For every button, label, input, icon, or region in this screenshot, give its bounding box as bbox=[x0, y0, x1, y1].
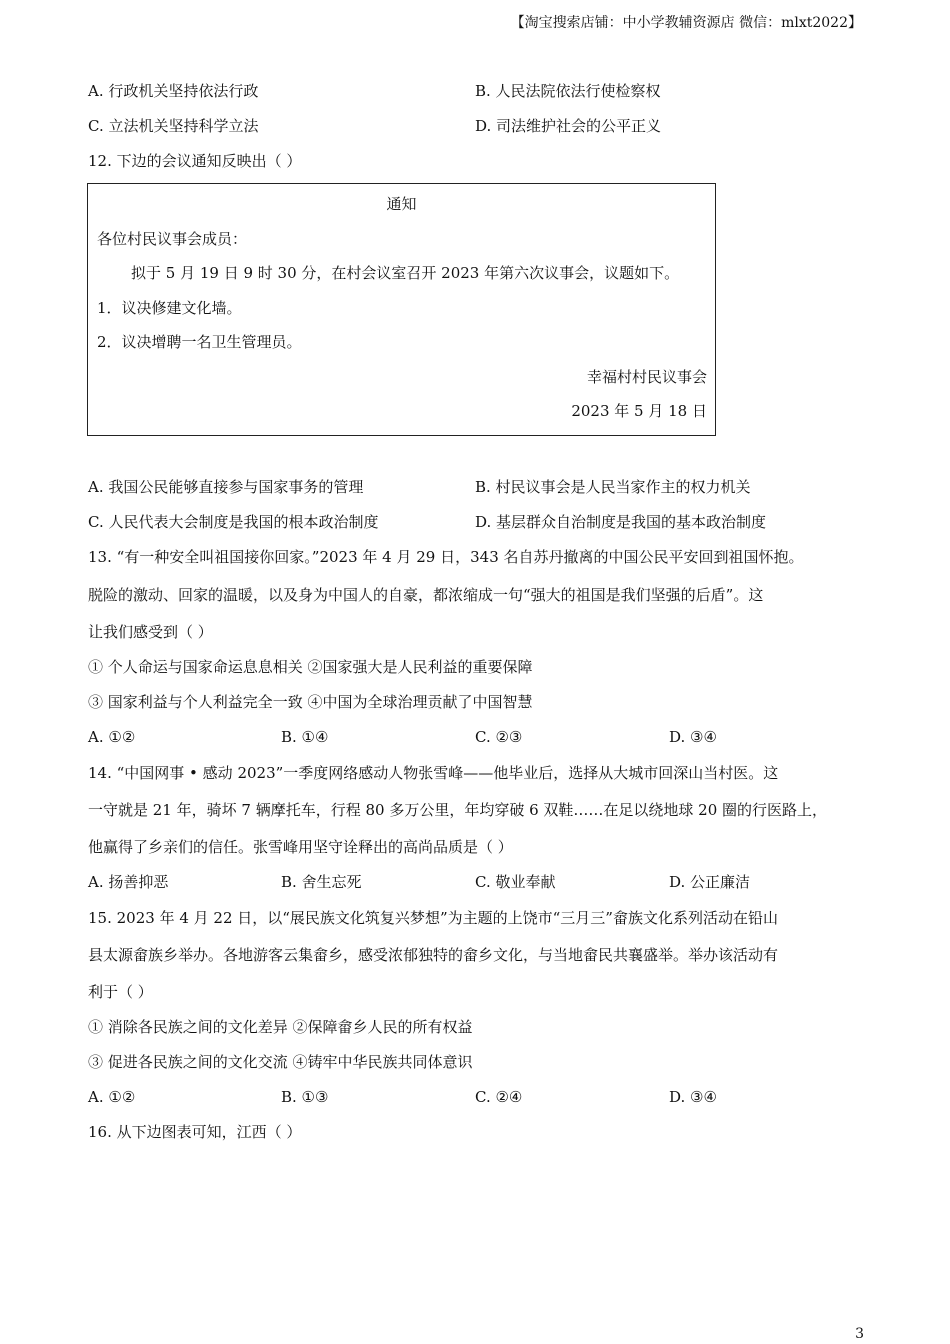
q13-line-2: 脱险的激动、回家的温暖，以及身为中国人的自豪，都浓缩成一句“强大的祖国是我们坚强的后盾”。这 bbox=[88, 586, 764, 604]
notice-signer: 幸福村村民议事会 bbox=[586, 368, 707, 386]
q15-line-1: 15. 2023 年 4 月 22 日，以“展民族文化筑复兴梦想”为主题的上饶市“三月三”畲族文化系列活动在铅山 bbox=[88, 909, 778, 927]
q13-option-b: B. ①④ bbox=[281, 728, 329, 746]
q14-line-2: 一守就是 21 年，骑坏 7 辆摩托车，行程 80 多万公里，年均穿破 6 双鞋……在足以绕地球 20 圈的行医路上， bbox=[88, 801, 828, 819]
q15-statement-1: ① 消除各民族之间的文化差异 ②保障畲乡人民的所有权益 bbox=[88, 1018, 473, 1036]
q11-option-a: A. 行政机关坚持依法行政 bbox=[88, 82, 259, 100]
notice-date: 2023 年 5 月 18 日 bbox=[571, 402, 707, 420]
q13-line-1: 13. “有一种安全叫祖国接你回家。”2023 年 4 月 29 日，343 名自苏丹撤离的中国公民平安回到祖国怀抱。 bbox=[88, 548, 804, 566]
q13-option-d: D. ③④ bbox=[669, 728, 717, 746]
page-header: 【淘宝搜索店铺：中小学教辅资源店 微信：mlxt2022】 bbox=[510, 15, 862, 31]
q14-line-1: 14. “中国网事 • 感动 2023”一季度网络感动人物张雪峰——他毕业后，选择从大城市回深山当村医。这 bbox=[88, 764, 779, 782]
notice-body: 拟于 5 月 19 日 9 时 30 分，在村会议室召开 2023 年第六次议事会，议题如下。 bbox=[131, 264, 680, 282]
q13-option-c: C. ②③ bbox=[475, 728, 523, 746]
q13-line-3: 让我们感受到（ ） bbox=[88, 623, 213, 641]
q15-statement-2: ③ 促进各民族之间的文化交流 ④铸牢中华民族共同体意识 bbox=[88, 1053, 473, 1071]
q15-line-2: 县太源畲族乡举办。各地游客云集畲乡，感受浓郁独特的畲乡文化，与当地畲民共襄盛举。举办该活动有 bbox=[88, 946, 779, 964]
q11-option-d: D. 司法维护社会的公平正义 bbox=[475, 117, 662, 135]
meeting-notice-box bbox=[87, 183, 716, 436]
q15-option-a: A. ①② bbox=[88, 1088, 136, 1106]
notice-title: 通知 bbox=[386, 195, 417, 213]
q13-option-a: A. ①② bbox=[88, 728, 136, 746]
q15-line-3: 利于（ ） bbox=[88, 983, 153, 1001]
q14-option-c: C. 敬业奉献 bbox=[475, 873, 556, 891]
notice-greeting: 各位村民议事会成员： bbox=[97, 230, 248, 248]
q15-option-b: B. ①③ bbox=[281, 1088, 329, 1106]
q15-option-d: D. ③④ bbox=[669, 1088, 717, 1106]
q12-option-c: C. 人民代表大会制度是我国的根本政治制度 bbox=[88, 513, 379, 531]
q11-option-c: C. 立法机关坚持科学立法 bbox=[88, 117, 259, 135]
q11-option-b: B. 人民法院依法行使检察权 bbox=[475, 82, 661, 100]
q14-option-a: A. 扬善抑恶 bbox=[88, 873, 169, 891]
q13-statement-1: ① 个人命运与国家命运息息相关 ②国家强大是人民利益的重要保障 bbox=[88, 658, 533, 676]
page-number: 3 bbox=[855, 1326, 864, 1342]
q14-line-3: 他赢得了乡亲们的信任。张雪峰用坚守诠释出的高尚品质是（ ） bbox=[88, 838, 513, 856]
notice-item-2: 2．议决增聘一名卫生管理员。 bbox=[97, 333, 302, 351]
q16-stem: 16. 从下边图表可知，江西（ ） bbox=[88, 1123, 302, 1141]
q12-option-a: A. 我国公民能够直接参与国家事务的管理 bbox=[88, 478, 364, 496]
notice-item-1: 1．议决修建文化墙。 bbox=[97, 299, 242, 317]
q12-option-b: B. 村民议事会是人民当家作主的权力机关 bbox=[475, 478, 751, 496]
q15-option-c: C. ②④ bbox=[475, 1088, 523, 1106]
q14-option-d: D. 公正廉洁 bbox=[669, 873, 751, 891]
q12-stem: 12. 下边的会议通知反映出（ ） bbox=[88, 152, 302, 170]
q13-statement-2: ③ 国家利益与个人利益完全一致 ④中国为全球治理贡献了中国智慧 bbox=[88, 693, 533, 711]
q14-option-b: B. 舍生忘死 bbox=[281, 873, 362, 891]
q12-option-d: D. 基层群众自治制度是我国的基本政治制度 bbox=[475, 513, 767, 531]
